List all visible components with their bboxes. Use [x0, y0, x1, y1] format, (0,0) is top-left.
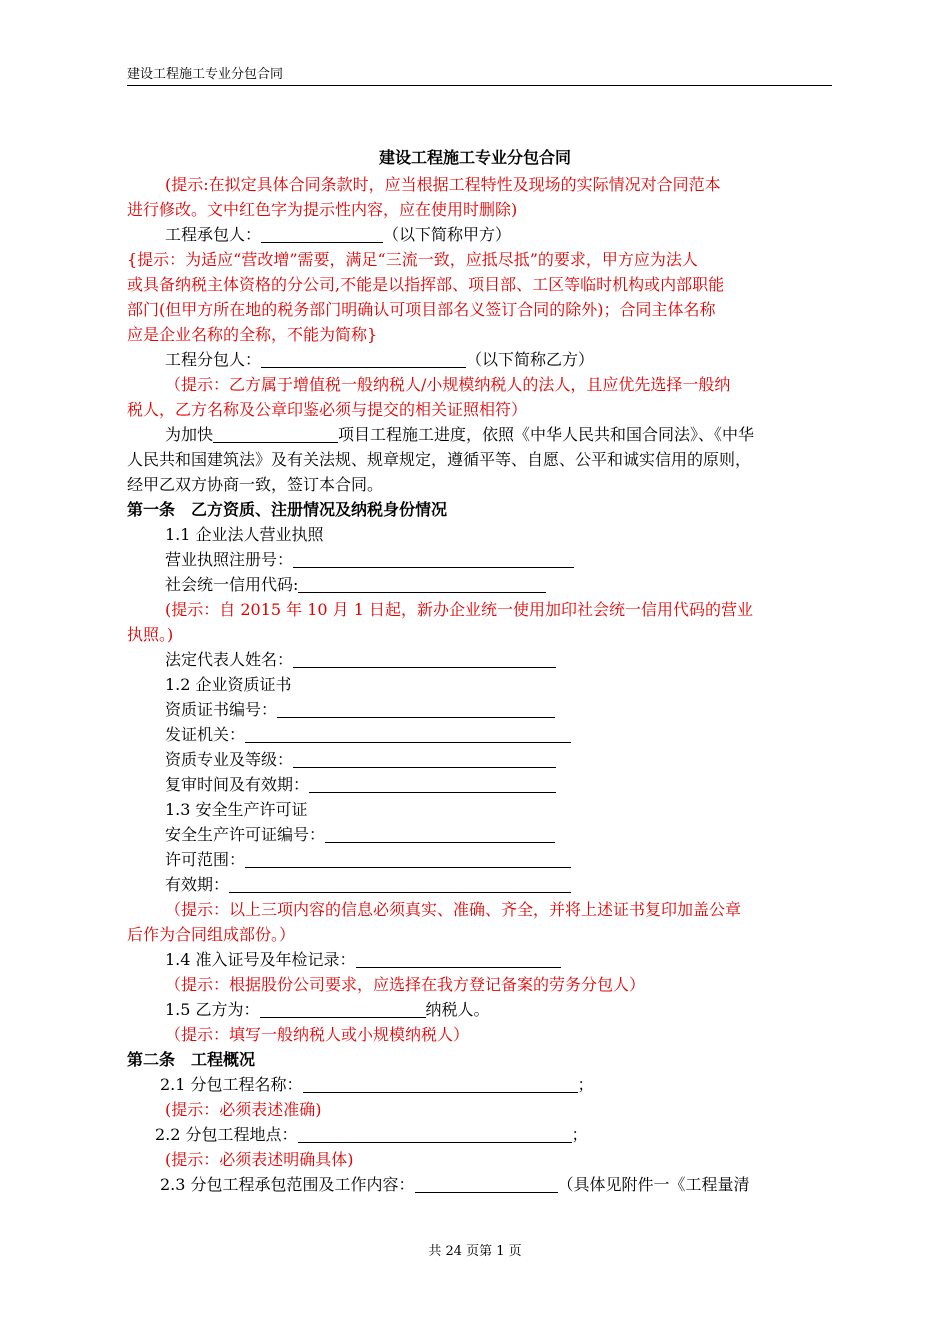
section-2-1-line — [160, 1072, 880, 1097]
party-b-suffix: （以下简称乙方） — [466, 350, 595, 369]
page-footer: 共 24 页第 1 页 — [428, 1244, 522, 1259]
preamble-start: 为加快 — [165, 425, 214, 444]
qual-level-blank[interactable] — [293, 749, 556, 768]
review-time-label: 复审时间及有效期： — [165, 775, 310, 794]
party-b-blank[interactable] — [261, 349, 466, 368]
party-b-line — [165, 347, 885, 372]
preamble-line-2: 人民共和国建筑法》及有关法规、规章规定，遵循平等、自愿、公平和诚实信用的原则， — [127, 450, 752, 469]
project-place-blank[interactable] — [298, 1124, 572, 1143]
issuer-label: 发证机关： — [165, 725, 246, 744]
validity-label: 有效期： — [165, 875, 230, 894]
qual-no-line — [165, 697, 885, 722]
party-a-line — [165, 222, 885, 247]
party-a-tip-line-3: 部门(但甲方所在地的税务部门明确认可项目部名义签订合同的除外)；合同主体名称 — [127, 300, 716, 319]
section-2-1-semicolon: ； — [577, 1075, 594, 1094]
section-1-1: 1.1 企业法人营业执照 — [165, 525, 324, 544]
scope-content-blank[interactable] — [415, 1174, 558, 1193]
safety-no-label: 安全生产许可证编号： — [165, 825, 326, 844]
review-time-blank[interactable] — [309, 774, 556, 793]
safety-no-line — [165, 822, 885, 847]
project-name-field-blank[interactable] — [303, 1074, 578, 1093]
scope-line — [165, 847, 885, 872]
validity-line — [165, 872, 885, 897]
section-2-3-suffix: （具体见附件一《工程量清 — [557, 1175, 750, 1194]
party-a-tip-line-2: 或具备纳税主体资格的分公司,不能是以指挥部、项目部、工区等临时机构或内部职能 — [127, 275, 725, 294]
intro-tip-line-1: (提示:在拟定具体合同条款时，应当根据工程特性及现场的实际情况对合同范本 — [165, 175, 721, 194]
access-no-blank[interactable] — [356, 949, 561, 968]
three-items-tip-line-2: 后作为合同组成部份。） — [127, 925, 296, 944]
legal-rep-line — [165, 647, 885, 672]
section-1-4-label: 1.4 准入证号及年检记录： — [165, 950, 356, 969]
party-a-tip-line-1: {提示：为适应“营改增”需要，满足“三流一致，应抵尽抵”的要求，甲方应为法人 — [127, 250, 698, 269]
name-tip: (提示：必须表述准确) — [165, 1100, 322, 1119]
validity-blank[interactable] — [229, 874, 571, 893]
qual-no-blank[interactable] — [277, 699, 555, 718]
section-2-3-label: 2.3 分包工程承包范围及工作内容： — [160, 1175, 415, 1194]
place-tip: (提示：必须表述明确具体) — [165, 1150, 354, 1169]
qual-level-line — [165, 747, 885, 772]
page-header: 建设工程施工专业分包合同 — [127, 66, 832, 86]
preamble-line-3: 经甲乙双方协商一致，签订本合同。 — [127, 475, 384, 494]
section-1-2: 1.2 企业资质证书 — [165, 675, 292, 694]
legal-rep-label: 法定代表人姓名： — [165, 650, 294, 669]
section-1-5-line — [165, 997, 885, 1022]
document-title: 建设工程施工专业分包合同 — [378, 148, 571, 167]
legal-rep-blank[interactable] — [293, 649, 556, 668]
credit-code-label: 社会统一信用代码: — [165, 575, 299, 594]
article-2-title: 第二条 工程概况 — [127, 1050, 256, 1069]
section-2-1-label: 2.1 分包工程名称： — [160, 1075, 303, 1094]
qual-level-label: 资质专业及等级： — [165, 750, 294, 769]
qual-no-label: 资质证书编号： — [165, 700, 278, 719]
preamble-line-1 — [165, 422, 885, 447]
review-time-line — [165, 772, 885, 797]
reg-no-blank[interactable] — [293, 549, 574, 568]
taxpayer-blank[interactable] — [260, 999, 426, 1018]
project-name-blank[interactable] — [213, 424, 338, 443]
intro-tip-line-2: 进行修改。文中红色字为提示性内容，应在使用时删除) — [127, 200, 518, 219]
party-b-tip-line-2: 税人，乙方名称及公章印鉴必须与提交的相关证照相符） — [127, 400, 528, 419]
party-a-blank[interactable] — [261, 224, 383, 243]
three-items-tip-line-1: （提示：以上三项内容的信息必须真实、准确、齐全，并将上述证书复印加盖公章 — [165, 900, 742, 919]
safety-no-blank[interactable] — [325, 824, 555, 843]
credit-tip-line-1: (提示：自 2015 年 10 月 1 日起，新办企业统一使用加印社会统一信用代码的营业 — [165, 600, 754, 619]
party-a-tip-line-4: 应是企业名称的全称，不能为简称} — [127, 325, 378, 344]
scope-label: 许可范围： — [165, 850, 246, 869]
section-1-5-suffix: 纳税人。 — [425, 1000, 490, 1019]
section-2-2-label: 2.2 分包工程地点： — [155, 1125, 298, 1144]
issuer-line — [165, 722, 885, 747]
issuer-blank[interactable] — [245, 724, 571, 743]
section-1-3: 1.3 安全生产许可证 — [165, 800, 308, 819]
taxpayer-tip: （提示：填写一般纳税人或小规模纳税人） — [165, 1025, 470, 1044]
section-2-2-line — [155, 1122, 875, 1147]
article-1-title: 第一条 乙方资质、注册情况及纳税身份情况 — [127, 500, 448, 519]
section-1-4-line — [165, 947, 885, 972]
scope-blank[interactable] — [245, 849, 571, 868]
credit-code-blank[interactable] — [298, 574, 546, 593]
reg-no-label: 营业执照注册号： — [165, 550, 294, 569]
access-tip: （提示：根据股份公司要求，应选择在我方登记备案的劳务分包人） — [165, 975, 646, 994]
reg-no-line — [165, 547, 885, 572]
credit-tip-line-2: 执照。) — [127, 625, 174, 644]
section-1-5-label: 1.5 乙方为： — [165, 1000, 260, 1019]
party-a-label: 工程承包人： — [165, 225, 262, 244]
preamble-rest: 项目工程施工进度，依照《中华人民共和国合同法》、《中华 — [338, 425, 755, 444]
party-b-tip-line-1: （提示：乙方属于增值税一般纳税人/小规模纳税人的法人，且应优先选择一般纳 — [165, 375, 731, 394]
credit-code-line — [165, 572, 885, 597]
section-2-2-semicolon: ； — [571, 1125, 588, 1144]
section-2-3-line — [160, 1172, 880, 1197]
party-a-suffix: （以下简称甲方） — [383, 225, 512, 244]
party-b-label: 工程分包人： — [165, 350, 262, 369]
